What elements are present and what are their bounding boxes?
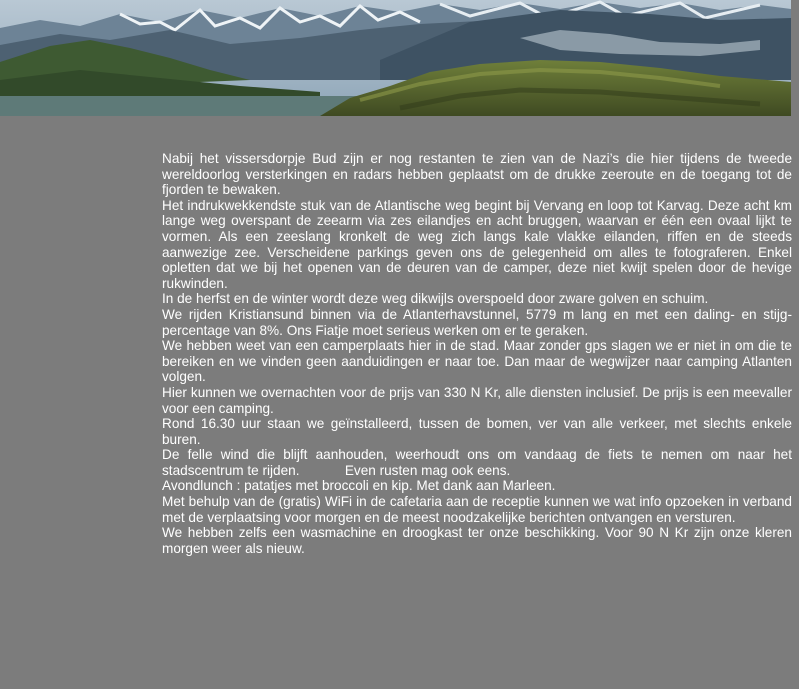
paragraph: We rijden Kristiansund binnen via de Atlanterhavstunnel, 5779 m lang en met een daling- en stijg-percentage van 8%. Ons Fiatje moet serieus werken om er te geraken. [162, 306, 792, 338]
paragraph: We hebben zelfs een wasmachine en droogkast ter onze beschikking. Voor 90 N Kr zijn onze kleren morgen weer als nieuw. [162, 525, 792, 556]
paragraph: We hebben weet van een camperplaats hier in de stad. Maar zonder gps slagen we er niet in om die te bereiken en we vinden geen aanduidingen er naar toe. Dan maar de wegwijzer naar camping Atlanten volgen. [162, 338, 792, 385]
paragraph: Nabij het vissersdorpje Bud zijn er nog restanten te zien van de Nazi’s die hier tijdens de tweede wereldoorlog versterkingen en radars hebben geplaatst om de drukke zeeroute en de toegang tot de fjorden te bewaken. [162, 151, 792, 198]
mountain-landscape-image [0, 0, 791, 116]
banner-image [0, 0, 791, 116]
paragraph: De felle wind die blijft aanhouden, weerhoudt ons om vandaag de fiets te nemen om naar het stadscentrum te rijden. Even rusten mag ook eens. [162, 447, 796, 478]
paragraph: Avondlunch : patatjes met broccoli en kip. Met dank aan Marleen. [162, 478, 556, 494]
paragraph: In de herfst en de winter wordt deze weg dikwijls overspoeld door zware golven en schuim. [162, 291, 709, 307]
paragraph: Met behulp van de (gratis) WiFi in de cafetaria aan de receptie kunnen we wat info opzoeken in verband met de verplaatsing voor morgen en de meest noodzakelijke berichten ontvangen en versturen. [162, 494, 792, 525]
paragraph: Hier kunnen we overnachten voor de prijs van 330 N Kr, alle diensten inclusief. De prijs is een meevaller voor een camping. [162, 384, 792, 416]
article-text [162, 151, 796, 556]
paragraph: Rond 16.30 uur staan we geïnstalleerd, tussen de bomen, ver van alle verkeer, met slechts enkele buren. [162, 416, 792, 447]
paragraph: Het indrukwekkendste stuk van de Atlantische weg begint bij Vervang en loop tot Karvag. Deze acht km lange weg overspant de zeearm via zes eilandjes en acht bruggen, waarvan er één een ovaal lijkt te vormen. Als een zeeslang kronkelt de weg zich langs kale vlakke eilanden, riffen en de steeds aanwezige zee. Verscheidene parkings geven ons de gelegenheid om alles te fotograferen. Enkel opletten dat we bij het openen van de deuren van de camper, deze niet kwijt spelen door de hevige rukwinden. [162, 197, 792, 291]
